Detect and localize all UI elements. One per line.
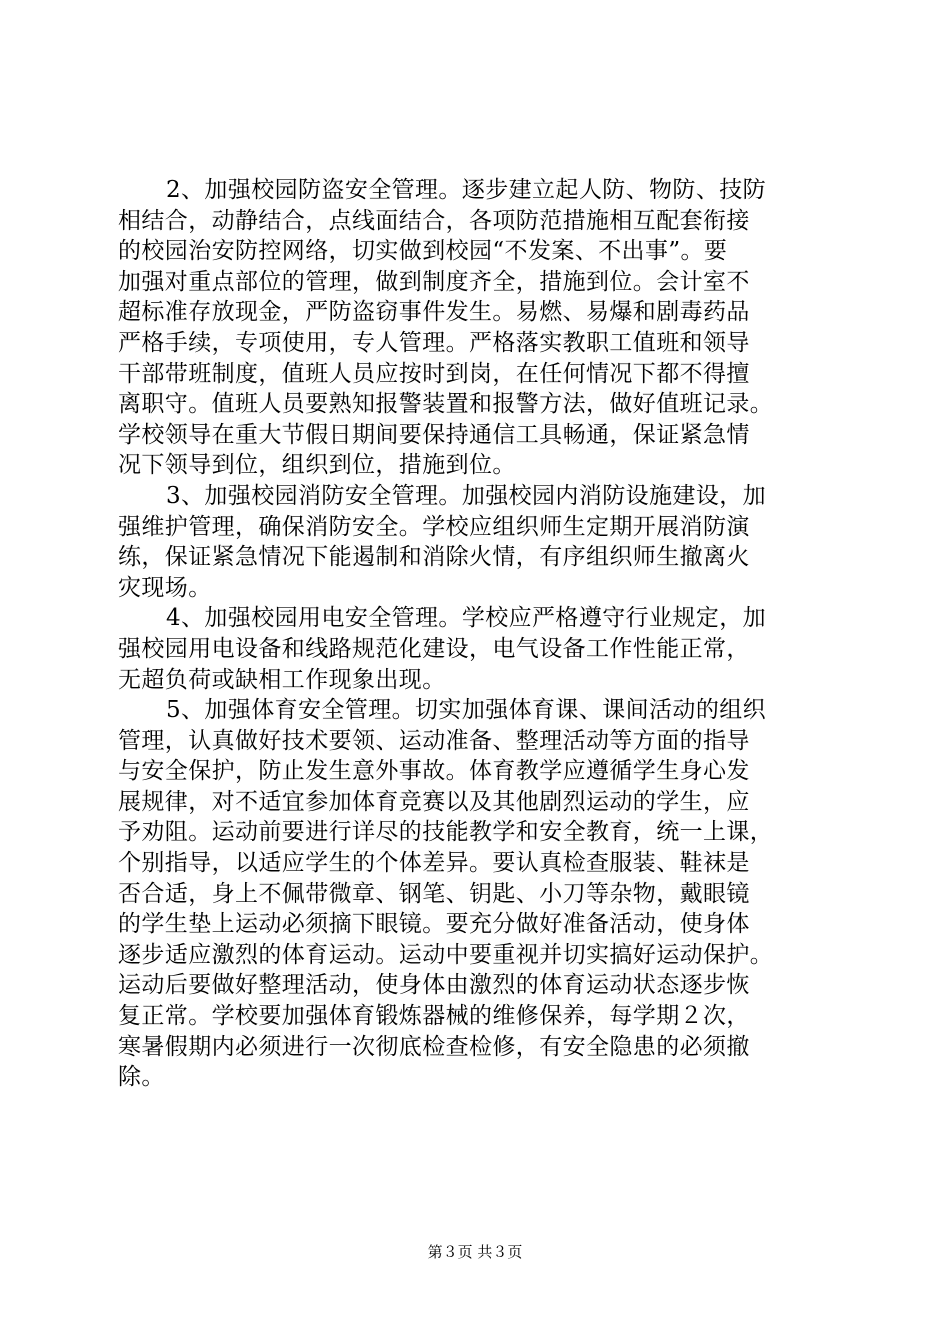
paragraph-2-line-5: 超标准存放现金，严防盗窃事件发生。易燃、易爆和剧毒药品 xyxy=(118,299,750,326)
page-footer: 第３页 共３页 xyxy=(427,1243,523,1261)
paragraph-3-line-3: 练，保证紧急情况下能遏制和消除火情，有序组织师生撤离火 xyxy=(118,544,750,571)
paragraph-5-line-13: 除。 xyxy=(118,1064,165,1091)
paragraph-5-line-6: 个别指导，以适应学生的个体差异。要认真检查服装、鞋袜是 xyxy=(118,850,750,877)
paragraph-2-line-3: 的校园治安防控网络，切实做到校园“不发案、不出事”。要 xyxy=(118,238,728,265)
paragraph-5-line-9: 逐步适应激烈的体育运动。运动中要重视并切实搞好运动保护。 xyxy=(118,941,774,968)
paragraph-5-line-7: 否合适，身上不佩带微章、钢笔、钥匙、小刀等杂物，戴眼镜 xyxy=(118,880,750,907)
paragraph-3-line-2: 强维护管理，确保消防安全。学校应组织师生定期开展消防演 xyxy=(118,513,750,540)
paragraph-5-line-12: 寒暑假期内必须进行一次彻底检查检修，有安全隐患的必须撤 xyxy=(118,1033,750,1060)
paragraph-5-line-8: 的学生垫上运动必须摘下眼镜。要充分做好准备活动，使身体 xyxy=(118,911,750,938)
paragraph-5-line-3: 与安全保护，防止发生意外事故。体育教学应遵循学生身心发 xyxy=(118,758,750,785)
paragraph-2-line-6: 严格手续，专项使用，专人管理。严格落实教职工值班和领导 xyxy=(118,329,750,356)
paragraph-3-line-1: 3、加强校园消防安全管理。加强校园内消防设施建设，加 xyxy=(166,482,767,509)
paragraph-2-line-2: 相结合，动静结合，点线面结合，各项防范措施相互配套衔接 xyxy=(118,207,750,234)
paragraph-2-line-9: 学校领导在重大节假日期间要保持通信工具畅通，保证紧急情 xyxy=(118,421,750,448)
paragraph-4-line-2: 强校园用电设备和线路规范化建设，电气设备工作性能正常， xyxy=(118,635,750,662)
paragraph-5-line-11: 复正常。学校要加强体育锻炼器械的维修保养，每学期２次， xyxy=(118,1003,750,1030)
paragraph-4-line-1: 4、加强校园用电安全管理。学校应严格遵守行业规定，加 xyxy=(166,605,767,632)
paragraph-5-line-5: 予劝阻。运动前要进行详尽的技能教学和安全教育，统一上课， xyxy=(118,819,774,846)
paragraph-5-line-1: 5、加强体育安全管理。切实加强体育课、课间活动的组织 xyxy=(166,697,767,724)
paragraph-5-line-10: 运动后要做好整理活动，使身体由激烈的体育运动状态逐步恢 xyxy=(118,972,750,999)
paragraph-3-line-4: 灾现场。 xyxy=(118,574,212,601)
paragraph-2-line-4: 加强对重点部位的管理，做到制度齐全，措施到位。会计室不 xyxy=(118,268,750,295)
paragraph-4-line-3: 无超负荷或缺相工作现象出现。 xyxy=(118,666,446,693)
paragraph-5-line-2: 管理，认真做好技术要领、运动准备、整理活动等方面的指导 xyxy=(118,727,750,754)
paragraph-2-line-7: 干部带班制度，值班人员应按时到岗，在任何情况下都不得擅 xyxy=(118,360,750,387)
paragraph-2-line-10: 况下领导到位，组织到位，措施到位。 xyxy=(118,452,516,479)
paragraph-2-line-8: 离职守。值班人员要熟知报警装置和报警方法，做好值班记录。 xyxy=(118,391,774,418)
paragraph-2-line-1: 2、加强校园防盗安全管理。逐步建立起人防、物防、技防 xyxy=(166,177,767,203)
document-body xyxy=(118,175,838,1093)
paragraph-5-line-4: 展规律，对不适宜参加体育竞赛以及其他剧烈运动的学生，应 xyxy=(118,788,750,815)
